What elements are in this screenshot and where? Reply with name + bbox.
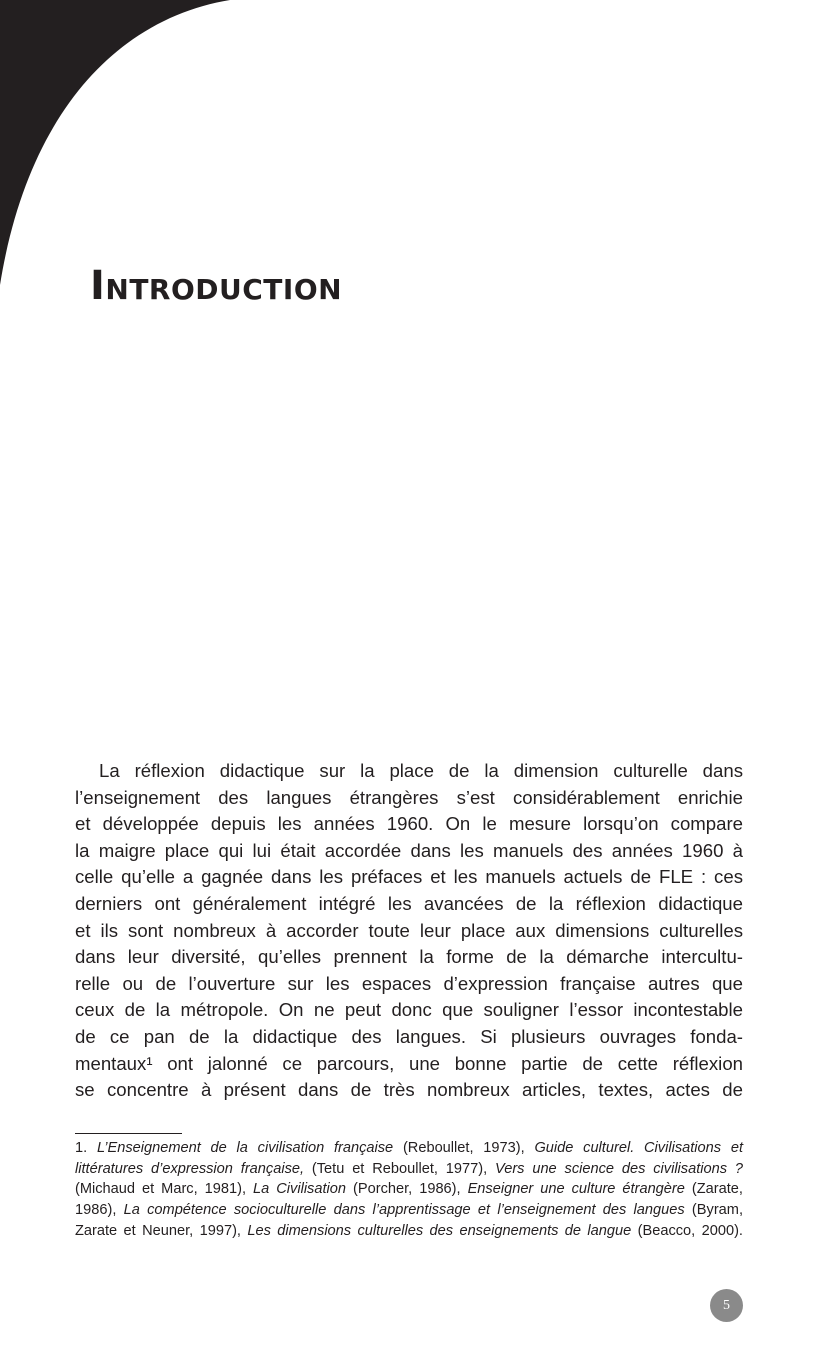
body-line: de ce pan de la didactique des langues. Si plusieurs ouvrages fonda- [75,1025,743,1047]
body-line: la maigre place qui lui était accordée dans les manuels des années 1960 à [75,839,743,861]
body-line: se concentre à présent dans de très nombreux articles, textes, actes de [75,1079,743,1101]
footnote-title: La compétence socioculturelle dans l’apprentissage et l’enseignement des langues [123,1202,685,1219]
chapter-title: Introduction [90,263,343,309]
body-line: et développée depuis les années 1960. On le mesure lorsqu’on compare [75,813,743,835]
body-line: dans leur diversité, qu’elles prennent la forme de la démarche intercultu- [75,946,743,968]
footnote [75,1138,743,1242]
footnote-citation: (Beacco, 2000). [631,1222,743,1239]
footnote-citation: (Michaud et Marc, 1981), [75,1181,254,1198]
footnote-citation: (Zarate, 1986), [75,1181,743,1219]
footnote-citation: (Reboullet, 1973), [393,1140,535,1156]
footnote-title: Vers une science des civilisations ? [495,1160,744,1177]
body-line: ceux de la métropole. On ne peut donc que souligner l’essor incontestable [75,999,743,1021]
body-line: celle qu’elle a gagnée dans les préfaces et les manuels actuels de FLE : ces [75,866,743,888]
body-line: derniers ont généralement intégré les avancées de la réflexion didactique [75,892,743,914]
footnote-title: La Civilisation [253,1181,347,1198]
body-line: et ils sont nombreux à accorder toute leur place aux dimensions culturelles [75,919,743,941]
body-paragraph [75,758,743,1104]
footnote-citation: (Tetu et Reboullet, 1977), [304,1160,496,1177]
footnote-title: Enseigner une culture étrangère [467,1181,685,1198]
decorative-corner-shape [0,0,240,300]
footnote-title: Guide culturel. Civilisations et littératures d’expression française, [75,1140,743,1177]
footnote-number: 1. [75,1140,97,1156]
body-line: relle ou de l’ouverture sur les espaces d’expression française autres que [75,972,743,994]
footnote-separator [75,1133,182,1134]
footnote-title: L’Enseignement de la civilisation française [96,1140,394,1156]
body-line: mentaux¹ ont jalonné ce parcours, une bonne partie de cette réflexion [75,1052,743,1074]
page-number-badge: 5 [710,1289,743,1322]
footnote-citation: (Byram, Zarate et Neuner, 1997), [75,1202,744,1239]
body-line: l’enseignement des langues étrangères s’est considérablement enrichie [75,786,743,808]
footnote-citation: (Porcher, 1986), [346,1181,468,1198]
footnote-title: Les dimensions culturelles des enseignements de langue [247,1222,632,1239]
body-line: La réflexion didactique sur la place de la dimension culturelle dans [99,760,743,781]
